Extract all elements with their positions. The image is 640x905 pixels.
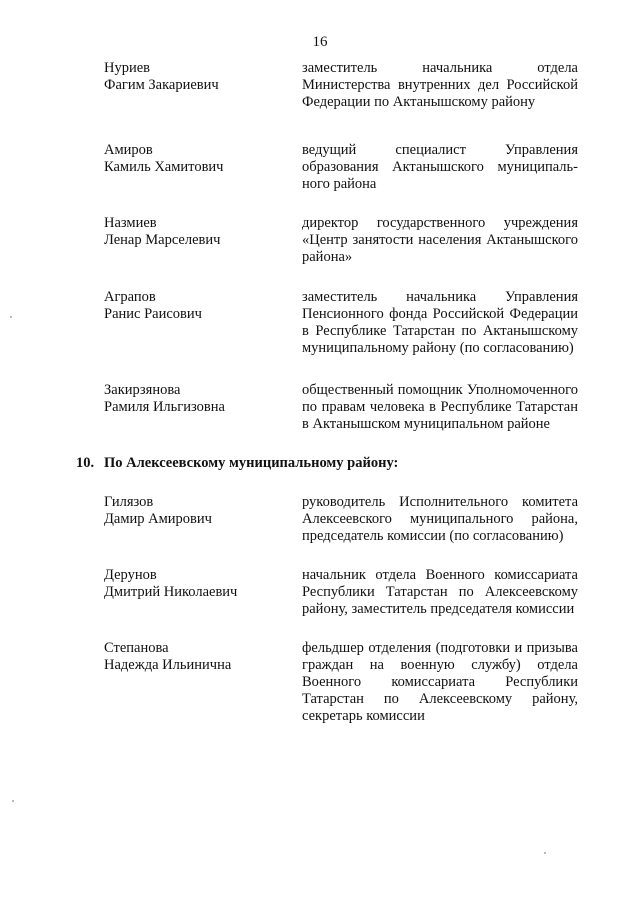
member-position: заместитель начальника отдела Министерства внутренних дел Российской Федерации по Актанышскому району <box>302 60 578 110</box>
scan-speck <box>544 852 546 854</box>
member-entry <box>104 494 578 545</box>
member-given-names: Дмитрий Николаевич <box>104 584 238 600</box>
member-position: заместитель начальника Управления Пенсионного фонда Российской Федерации в Республике Татарстан по Актанышскому муниципальному району (по согласованию) <box>302 289 578 356</box>
member-position: ведущий специалист Управления образования Актанышского муниципального района <box>302 142 578 192</box>
member-name <box>104 142 302 176</box>
member-surname: Закирзянова <box>104 382 181 398</box>
member-position: директор государственного учреждения «Центр занятости населения Актанышского района» <box>302 215 578 265</box>
member-name <box>104 289 302 323</box>
member-surname: Аграпов <box>104 289 156 305</box>
member-entry <box>104 60 578 111</box>
member-name <box>104 382 302 416</box>
member-name <box>104 640 302 674</box>
member-surname: Амиров <box>104 142 153 158</box>
member-given-names: Рамиля Ильгизовна <box>104 399 225 415</box>
member-position: начальник отдела Военного комиссариата Республики Татарстан по Алексеевскому району, заместитель председателя комиссии <box>302 567 578 617</box>
document-body <box>76 60 578 725</box>
member-surname: Степанова <box>104 640 169 656</box>
member-name <box>104 215 302 249</box>
member-name <box>104 60 302 94</box>
member-position: руководитель Исполнительного комитета Алексеевского муниципального района, председатель комиссии (по согласованию) <box>302 494 578 544</box>
member-surname: Назмиев <box>104 215 157 231</box>
member-given-names: Фагим Закариевич <box>104 77 219 93</box>
member-given-names: Дамир Амирович <box>104 511 212 527</box>
member-entry <box>104 567 578 618</box>
member-surname: Дерунов <box>104 567 157 583</box>
member-name <box>104 494 302 528</box>
section-title: По Алексеевскому муниципальному району: <box>104 455 399 471</box>
member-surname: Нуриев <box>104 60 151 76</box>
member-entry <box>104 215 578 266</box>
member-entry <box>104 289 578 357</box>
scan-speck <box>12 800 14 802</box>
member-entry <box>104 640 578 725</box>
member-surname: Гилязов <box>104 494 154 510</box>
section-heading <box>76 455 578 472</box>
member-entry <box>104 142 578 193</box>
member-name <box>104 567 302 601</box>
member-given-names: Ранис Раисович <box>104 306 202 322</box>
member-position: фельдшер отделения (подготовки и призыва граждан на военную службу) отдела Военного комиссариата Республики Татарстан по Алексеевскому району, секретарь комиссии <box>302 640 578 724</box>
member-entry <box>104 382 578 433</box>
member-given-names: Ленар Марселевич <box>104 232 221 248</box>
member-given-names: Надежда Ильинична <box>104 657 232 673</box>
section-number: 10. <box>76 455 95 471</box>
member-given-names: Камиль Хамитович <box>104 159 224 175</box>
member-position: общественный помощник Уполномоченного по правам человека в Республике Татарстан в Актанышском муниципальном районе <box>302 382 578 432</box>
page-number: 16 <box>312 34 328 50</box>
scan-speck <box>10 316 12 318</box>
